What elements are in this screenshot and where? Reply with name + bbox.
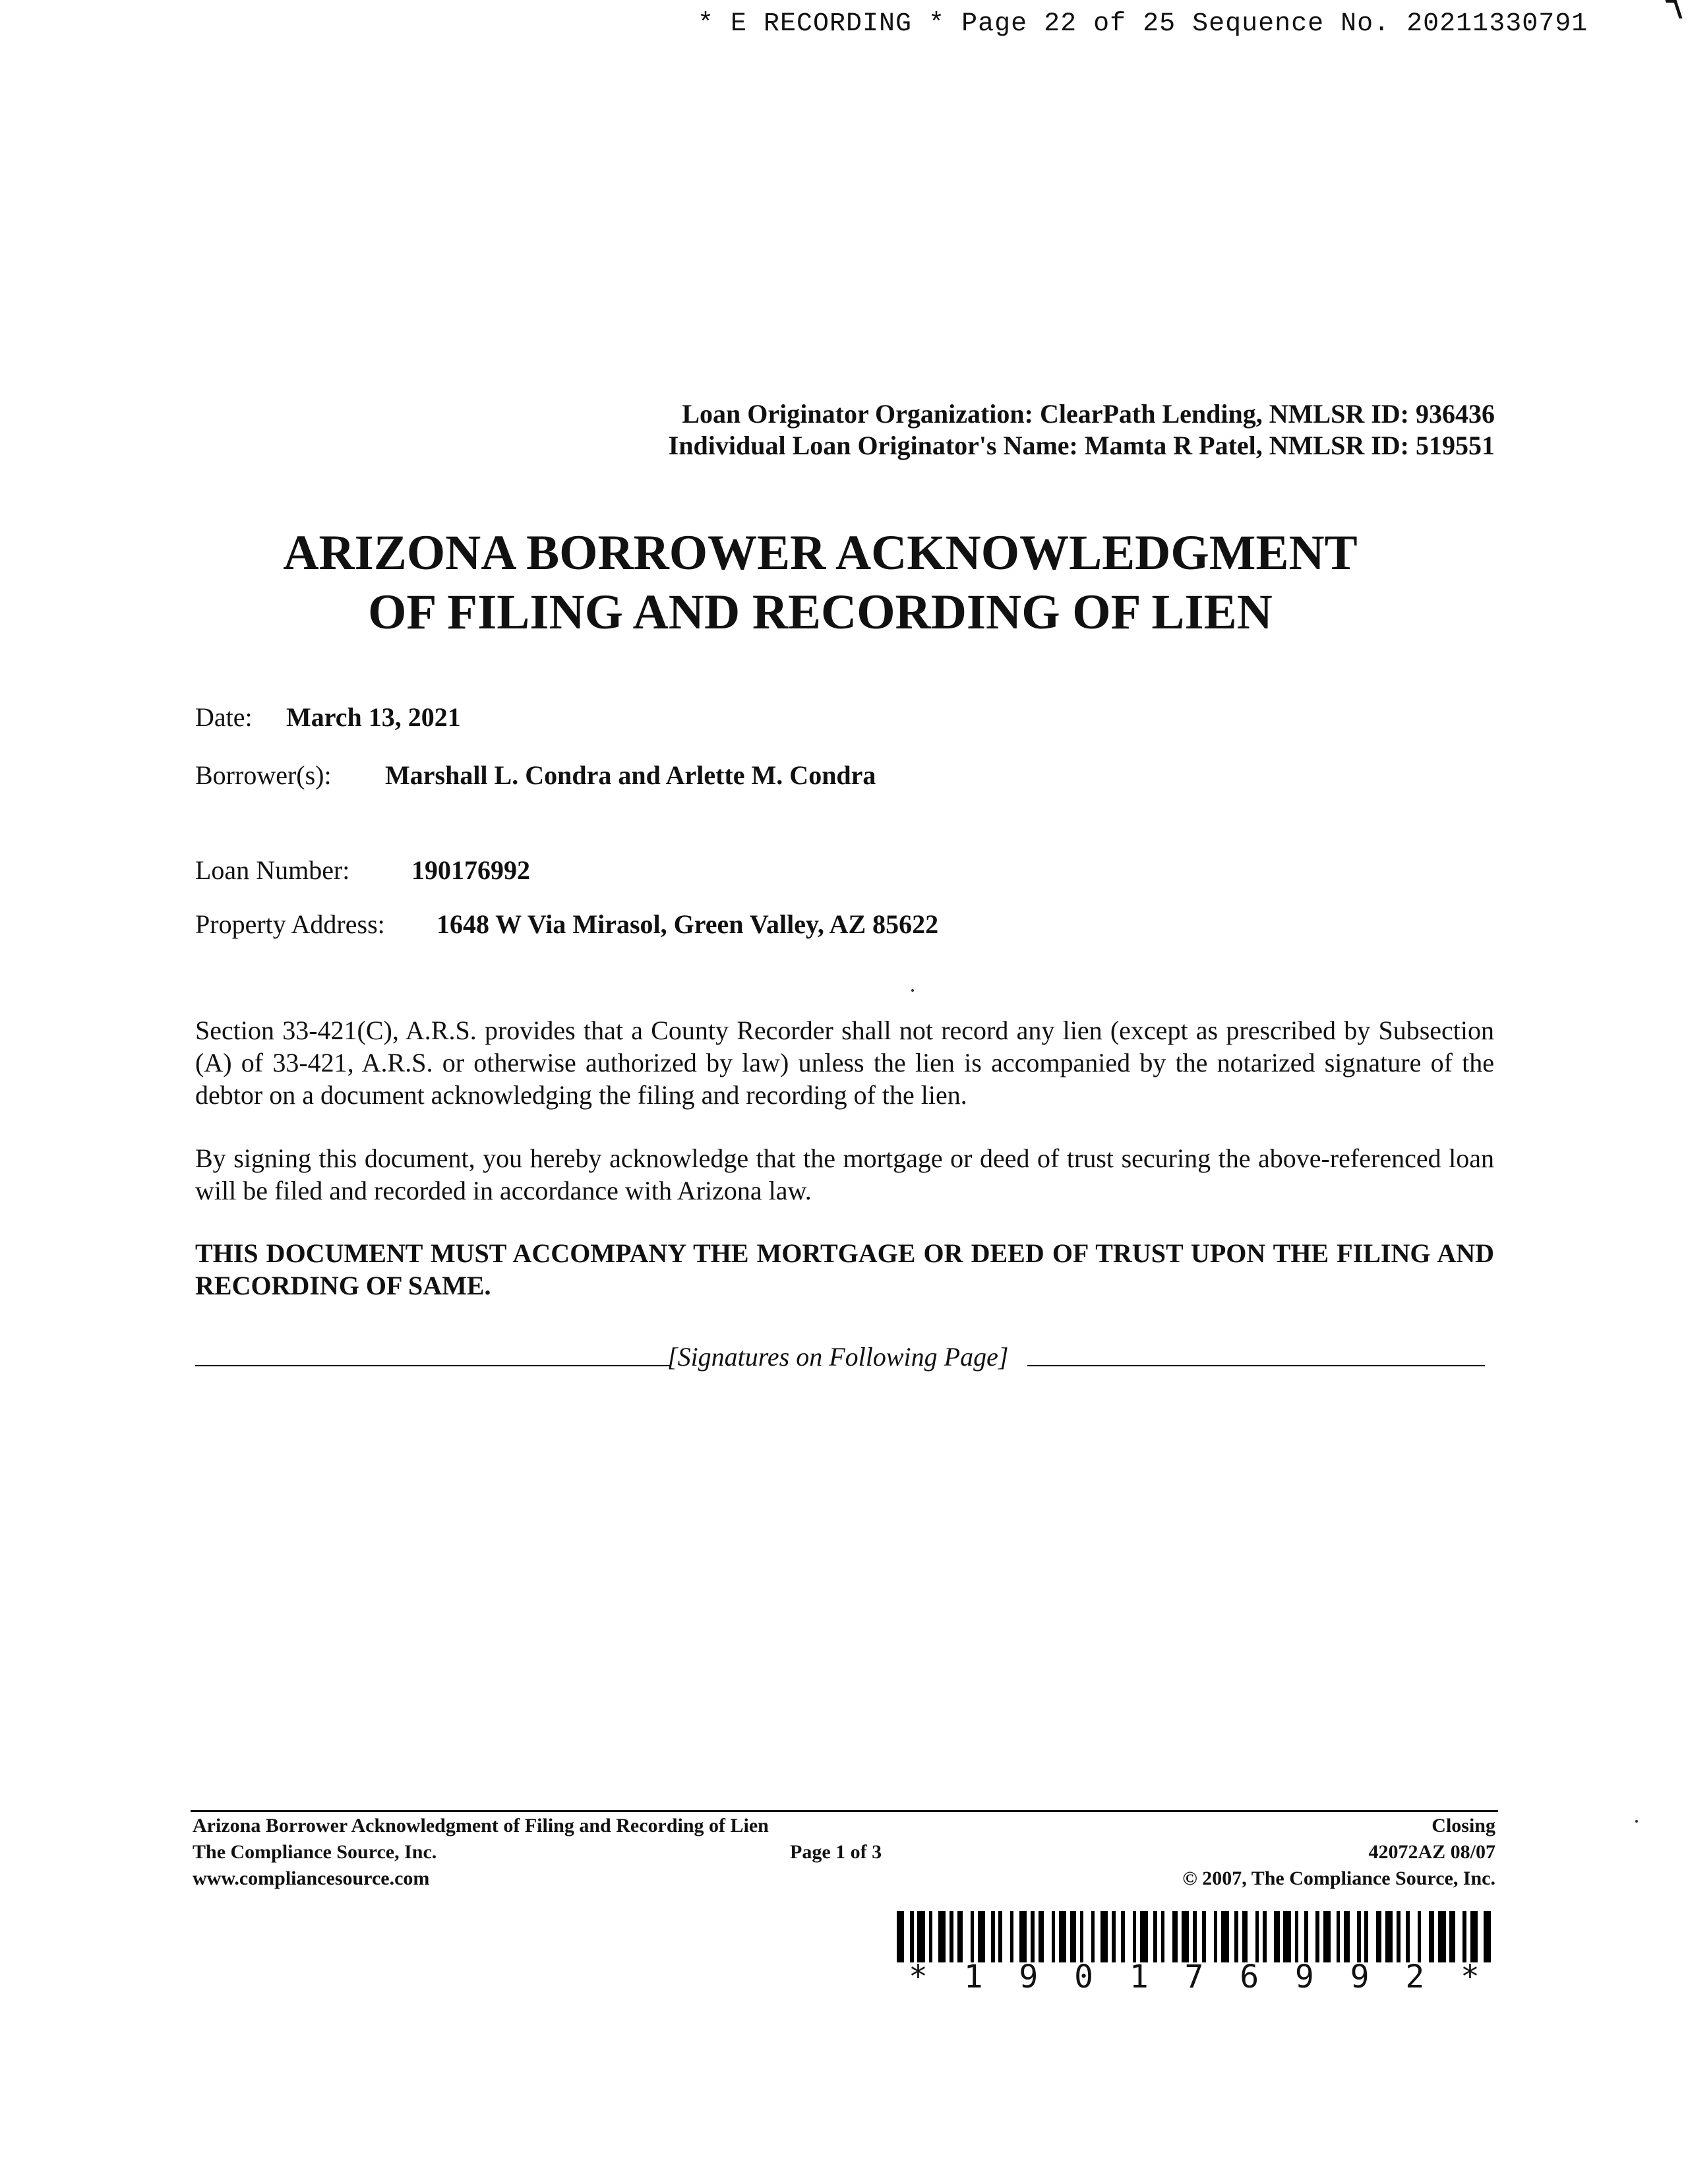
barcode-bar (1182, 1911, 1189, 1962)
barcode-bar (1274, 1911, 1280, 1962)
footer-form-code: 42072AZ 08/07 (1368, 1841, 1495, 1863)
barcode-bar (1283, 1911, 1290, 1962)
barcode-bar (1100, 1911, 1108, 1962)
barcode-bar (1438, 1911, 1445, 1962)
barcode-bar (1206, 1911, 1213, 1962)
barcode-bar (1385, 1911, 1393, 1962)
barcode-bar (1095, 1911, 1100, 1962)
footer-website: www.compliancesource.com (193, 1867, 430, 1889)
barcode-bar (1478, 1911, 1484, 1962)
accompany-notice: THIS DOCUMENT MUST ACCOMPANY THE MORTGAGE OR DEED OF TRUST UPON THE FILING AND RECORDING OF SAME. (195, 1238, 1494, 1300)
barcode-bar (1164, 1911, 1172, 1962)
barcode-bar (1429, 1911, 1435, 1962)
barcode-bar (957, 1911, 963, 1962)
barcode-bar (1470, 1911, 1478, 1962)
barcode-digit: * (1461, 1958, 1480, 1995)
document-title-line-1: ARIZONA BORROWER ACKNOWLEDGMENT (283, 526, 1358, 580)
signatures-note: [Signatures on Following Page] (667, 1342, 1009, 1372)
property-address-value: 1648 W Via Mirasol, Green Valley, AZ 85622 (437, 909, 939, 939)
signature-rule-left (195, 1365, 670, 1366)
barcode-digit: * (909, 1958, 928, 1995)
barcode-bar (978, 1911, 985, 1962)
barcode-bar (1248, 1911, 1255, 1962)
document-title-line-2: OF FILING AND RECORDING OF LIEN (368, 585, 1273, 640)
barcode-bar (1039, 1911, 1044, 1962)
barcode-bar (985, 1911, 991, 1962)
barcode-bar (1298, 1911, 1304, 1962)
barcode-bar (1221, 1911, 1228, 1962)
barcode-digit: 9 (1294, 1958, 1314, 1995)
barcode-bar (1229, 1911, 1235, 1962)
barcode-bar (1242, 1911, 1248, 1962)
barcode-bar (1197, 1911, 1203, 1962)
barcode-bar (1116, 1911, 1122, 1962)
date-value: March 13, 2021 (286, 702, 461, 732)
date-label: Date: (195, 702, 253, 732)
barcode-digit: 7 (1184, 1958, 1204, 1995)
barcode-bar (1344, 1911, 1350, 1962)
barcode-bar (963, 1911, 970, 1962)
barcode-bar (1421, 1911, 1428, 1962)
property-address-label: Property Address: (195, 909, 385, 939)
barcode-digits (909, 1958, 1480, 1995)
borrowers-value: Marshall L. Condra and Arlette M. Condra (385, 760, 876, 790)
footer-category: Closing (1432, 1815, 1495, 1836)
barcode-bar (1140, 1911, 1147, 1962)
footer-form-title: Arizona Borrower Acknowledgment of Filing and Recording of Lien (193, 1815, 769, 1836)
individual-loan-originator: Individual Loan Originator's Name: Mamta R Patel, NMLSR ID: 519551 (668, 431, 1495, 460)
barcode-digit: 6 (1240, 1958, 1259, 1995)
footer-company: The Compliance Source, Inc. (193, 1841, 437, 1863)
barcode-bar (1376, 1911, 1382, 1962)
barcode-bar (1083, 1911, 1091, 1962)
loan-originator-organization: Loan Originator Organization: ClearPath Lending, NMLSR ID: 936436 (682, 399, 1495, 429)
barcode-digit: 9 (1350, 1958, 1370, 1995)
borrowers-label: Borrower(s): (195, 760, 332, 790)
barcode-bar (904, 1911, 910, 1962)
scan-corner-mark (1665, 0, 1682, 18)
barcode-bar (1350, 1911, 1357, 1962)
scan-speck (1635, 1820, 1638, 1823)
barcode-bar (1125, 1911, 1132, 1962)
barcode-bar (932, 1911, 938, 1962)
barcode-bar (1059, 1911, 1066, 1962)
footer-rule (191, 1810, 1498, 1812)
signature-rule-right (1027, 1365, 1485, 1366)
statute-paragraph: Section 33-421(C), A.R.S. provides that a County Recorder shall not record any lien (except as prescribed by Subsection (A) of 33-421, A.R.S. or otherwise authorized by law) unless the lien is accompanied by the notarized signature of the debtor on a document acknowledging the filing and recording of the lien. (195, 1016, 1494, 1110)
barcode-bar (1401, 1911, 1406, 1962)
footer-page-number: Page 1 of 3 (790, 1841, 882, 1863)
acknowledgment-paragraph: By signing this document, you hereby acknowledge that the mortgage or deed of trust securing the above-referenced loan will be filed and recorded in accordance with Arizona law. (195, 1143, 1494, 1205)
barcode-bar (1308, 1911, 1315, 1962)
barcode-bar (1267, 1911, 1274, 1962)
barcode-bar (1013, 1911, 1019, 1962)
barcode-bar (1455, 1911, 1462, 1962)
barcode-bar (1323, 1911, 1331, 1962)
footer-copyright: © 2007, The Compliance Source, Inc. (1182, 1867, 1495, 1889)
loan-number-label: Loan Number: (195, 855, 350, 885)
barcode-bar (1484, 1911, 1491, 1962)
barcode-digit: 0 (1074, 1958, 1094, 1995)
barcode-bar (897, 1911, 904, 1962)
barcode-bar (917, 1911, 924, 1962)
barcode-bar (1368, 1911, 1375, 1962)
barcode-bar (1002, 1911, 1010, 1962)
scan-speck (911, 989, 914, 992)
barcode-bar (938, 1911, 946, 1962)
barcode-digit: 2 (1405, 1958, 1425, 1995)
barcode-bar (1019, 1911, 1027, 1962)
barcode-bar (1148, 1911, 1154, 1962)
barcode-bar (1449, 1911, 1455, 1962)
loan-number-value: 190176992 (411, 855, 530, 885)
barcode-bar (1172, 1911, 1178, 1962)
barcode-digit: 1 (963, 1958, 983, 1995)
barcode-digit: 1 (1129, 1958, 1149, 1995)
barcode-bar (1044, 1911, 1051, 1962)
barcode-bar (1331, 1911, 1337, 1962)
recording-stamp: * E RECORDING * Page 22 of 25 Sequence No. 20211330791 (698, 9, 1588, 39)
barcode-bar (1070, 1911, 1076, 1962)
barcode-digit: 9 (1019, 1958, 1039, 1995)
barcode-bar (1410, 1911, 1417, 1962)
loan-barcode (897, 1911, 1492, 1962)
